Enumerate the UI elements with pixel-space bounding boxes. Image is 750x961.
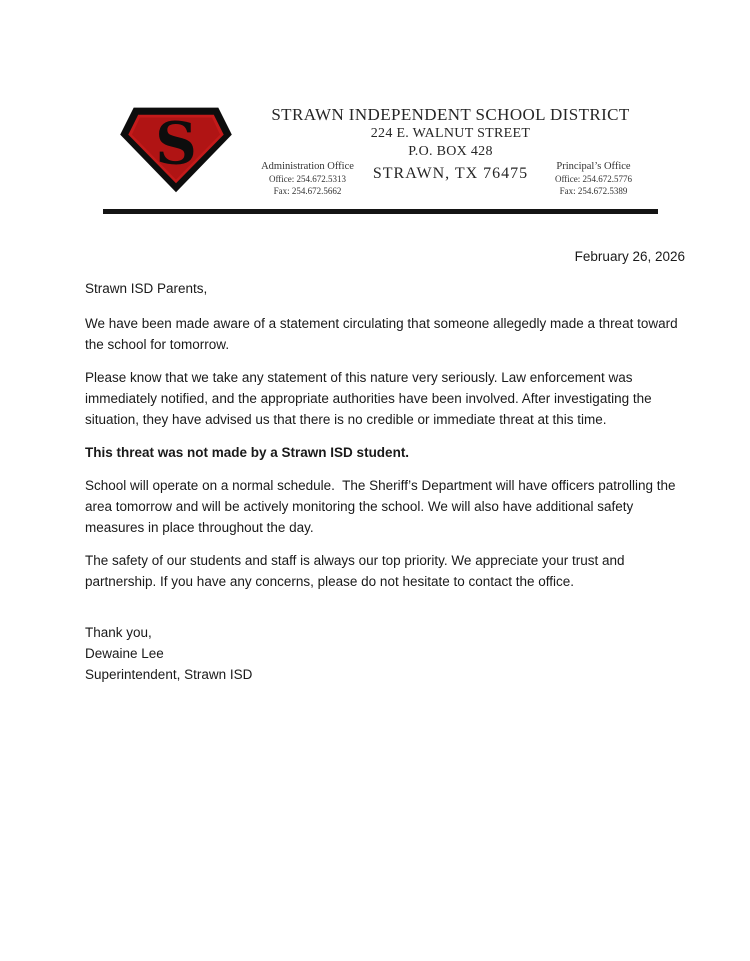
closing-thanks: Thank you,: [85, 625, 152, 640]
district-name: STRAWN INDEPENDENT SCHOOL DISTRICT: [271, 105, 630, 124]
address-street: 224 E. WALNUT STREET: [370, 126, 531, 141]
admin-office-title: Administration Office: [261, 161, 354, 172]
paragraph: School will operate on a normal schedule. The Sheriff’s Department will have officers patrolling the area tomorrow and will be actively monitoring the school. We will also have additional safety measures in place throughout the day.: [85, 478, 680, 535]
shield-s-icon: [117, 104, 235, 194]
salutation: Strawn ISD Parents,: [85, 281, 208, 296]
letter-body: [85, 246, 685, 685]
address-pobox: P.O. BOX 428: [408, 144, 493, 159]
address-city-state: STRAWN, TX 76475: [372, 165, 529, 182]
letterhead: [103, 98, 658, 203]
principal-office-phone: Office: 254.672.5776: [554, 174, 633, 184]
admin-office-phone: Office: 254.672.5313: [268, 174, 347, 184]
bold-statement: This threat was not made by a Strawn ISD student.: [85, 445, 410, 460]
letterhead-divider: [103, 209, 658, 214]
admin-office-block: [245, 160, 370, 197]
paragraph: We have been made aware of a statement circulating that someone allegedly made a threat toward the school for tomorrow.: [85, 316, 682, 352]
district-logo: [117, 104, 235, 194]
admin-office-fax: Fax: 254.672.5662: [273, 186, 342, 196]
letter-date: February 26, 2026: [574, 249, 685, 264]
principal-office-fax: Fax: 254.672.5389: [559, 186, 628, 196]
paragraph: The safety of our students and staff is always our top priority. We appreciate your trust and partnership. If you have any concerns, please do not hesitate to contact the office.: [85, 553, 629, 589]
closing-block: [85, 622, 685, 685]
closing-name: Dewaine Lee: [85, 646, 164, 661]
logo-letter: S: [155, 109, 197, 178]
paragraph: Please know that we take any statement of this nature very seriously. Law enforcement was immediately notified, and the appropriate authorities have been involved. After investigating the situation, they have advised us that there is no credible or immediate threat at this time.: [85, 370, 656, 427]
principal-office-title: Principal’s Office: [556, 161, 631, 172]
closing-title: Superintendent, Strawn ISD: [85, 667, 253, 682]
principal-office-block: [531, 160, 656, 197]
